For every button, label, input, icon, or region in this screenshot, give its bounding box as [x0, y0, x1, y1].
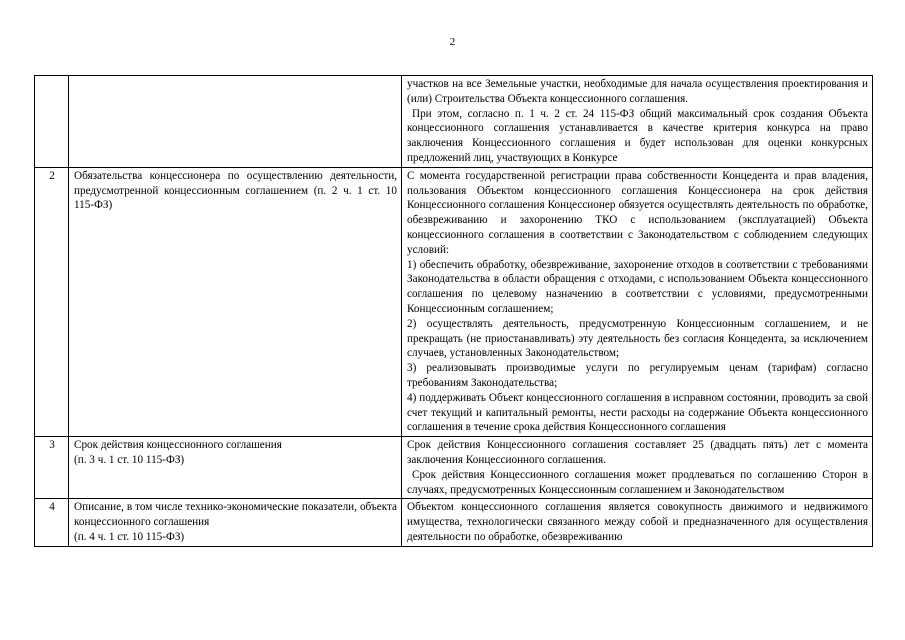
table-row — [35, 499, 873, 546]
table-row — [35, 167, 873, 436]
row-number — [35, 76, 69, 168]
page-number: 2 — [449, 36, 456, 48]
paragraph: 2) осуществлять деятельность, предусмотренную Концессионным соглашением, и не прекращать (не приостанавливать) эту деятельность без согласия Концедента, за исключением случаев, установленных Законодательством; — [407, 317, 868, 360]
paragraph: Срок действия Концессионного соглашения может продлеваться по соглашению Сторон в случаях, предусмотренных Концессионным соглашением и Законодательством — [407, 468, 868, 496]
paragraph: (п. 3 ч. 1 ст. 10 115-ФЗ) — [74, 453, 185, 466]
row-name — [69, 167, 402, 436]
paragraph: (п. 4 ч. 1 ст. 10 115-ФЗ) — [74, 530, 185, 543]
paragraph: При этом, согласно п. 1 ч. 2 ст. 24 115-ФЗ общий максимальный срок создания Объекта концессионного соглашения устанавливается в качестве критерия конкурса на право заключения Концессионного соглашения и будет использован для оценки конкурсных предложений лиц, участвующих в Конкурсе — [407, 107, 868, 164]
concession-terms-table — [34, 75, 873, 547]
paragraph: Срок действия Концессионного соглашения составляет 25 (двадцать пять) лет с момента заключения Концессионного соглашения. — [407, 439, 868, 466]
paragraph: Объектом концессионного соглашения является совокупность движимого и недвижимого имущества, технологически связанного между собой и предназначенного для осуществления деятельности по обработке, обезвреживанию — [407, 501, 868, 543]
paragraph: участков на все Земельные участки, необходимые для начала осуществления проектирования и (или) Строительства Объекта концессионного соглашения. — [407, 78, 868, 105]
paragraph: Описание, в том числе технико-экономические показатели, объекта концессионного соглашения — [74, 501, 397, 529]
table-row — [35, 76, 873, 168]
row-value — [402, 167, 873, 436]
table-row — [35, 437, 873, 499]
row-value — [402, 437, 873, 499]
row-number: 3 — [35, 437, 69, 499]
row-value — [402, 499, 873, 546]
paragraph: С момента государственной регистрации права собственности Концедента и прав владения, пользования Объектом концессионного соглашения Концессионера на срок действия Концессионного соглашения Концессионер обязуется осуществлять деятельность по обработке, обезвреживанию и захоронению ТКО с использованием (эксплуатацией) Объекта концессионного соглашения в соответствии с Законодательством с соблюдением следующих условий: — [407, 169, 868, 256]
paragraph: Срок действия концессионного соглашения — [74, 439, 282, 452]
row-number: 2 — [35, 167, 69, 436]
row-value — [402, 76, 873, 168]
row-name — [69, 76, 402, 168]
row-number: 4 — [35, 499, 69, 546]
paragraph: 1) обеспечить обработку, обезвреживание, захоронение отходов в соответствии с требованиями Законодательства в области обращения с отходами, с использованием Объекта концессионного соглашения по целевому назначению в соответствии с условиями, предусмотренными Концессионным соглашением; — [407, 258, 868, 315]
paragraph: 3) реализовывать производимые услуги по регулируемым ценам (тарифам) согласно требованиям Законодательства; — [407, 362, 868, 389]
paragraph: Обязательства концессионера по осуществлению деятельности, предусмотренной концессионным соглашением (п. 2 ч. 1 ст. 10 115-ФЗ) — [74, 169, 397, 212]
row-name — [69, 499, 402, 546]
paragraph: 4) поддерживать Объект концессионного соглашения в исправном состоянии, проводить за свой счет текущий и капитальный ремонты, нести расходы на содержание Объекта концессионного соглашения в течение срока действия Концессионного соглашения — [407, 391, 868, 434]
row-name — [69, 437, 402, 499]
